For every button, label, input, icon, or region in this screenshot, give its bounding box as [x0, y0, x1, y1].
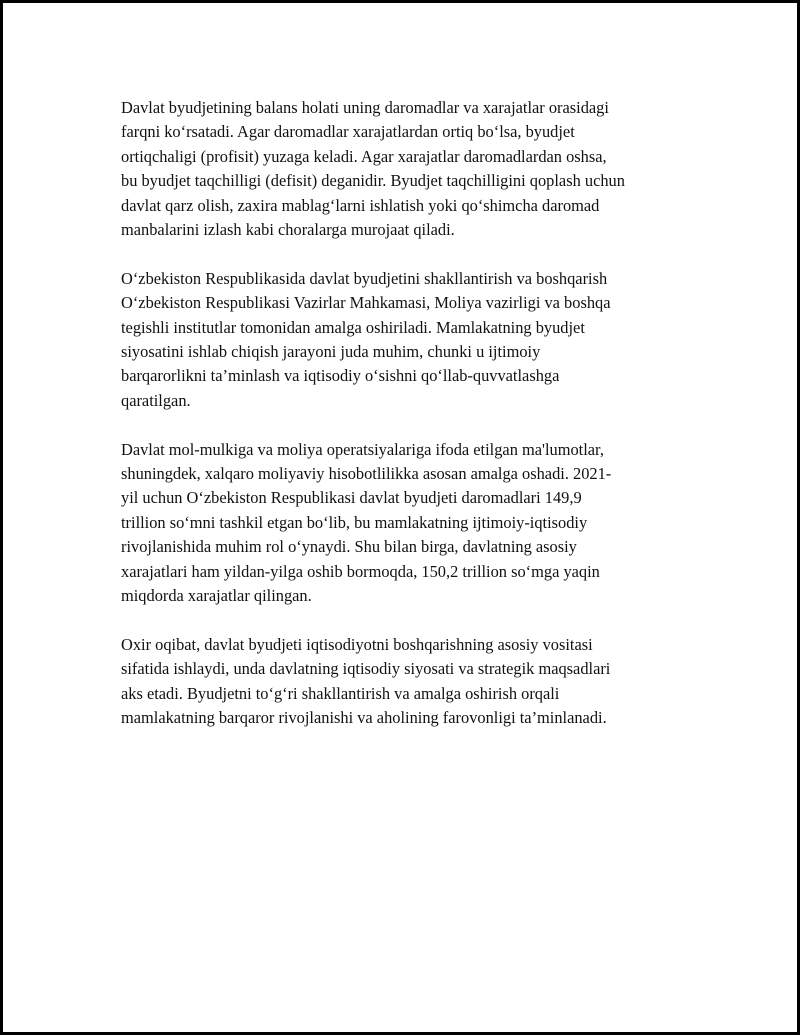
- document-body: [121, 96, 681, 755]
- paragraph-line: xarajatlari ham yildan-yilga oshib bormoqda, 150,2 trillion so‘mga yaqin: [121, 561, 600, 581]
- paragraph-budget-balance: [121, 96, 681, 242]
- paragraph-line: Oxir oqibat, davlat byudjeti iqtisodiyotni boshqarishning asosiy vositasi: [121, 634, 593, 654]
- paragraph-line: sifatida ishlaydi, unda davlatning iqtisodiy siyosati va strategik maqsadlari: [121, 659, 611, 679]
- paragraph-budget-figures: [121, 438, 681, 609]
- paragraph-budget-management: [121, 267, 681, 413]
- paragraph-line: barqarorlikni ta’minlash va iqtisodiy o‘sishni qo‘llab-quvvatlashga: [121, 366, 560, 386]
- paragraph-line: mamlakatning barqaror rivojlanishi va aholining farovonligi ta’minlanadi.: [121, 708, 607, 728]
- paragraph-conclusion: [121, 633, 681, 731]
- paragraph-line: miqdorda xarajatlar qilingan.: [121, 586, 312, 606]
- paragraph-line: rivojlanishida muhim rol o‘ynaydi. Shu bilan birga, davlatning asosiy: [121, 537, 577, 557]
- paragraph-line: aks etadi. Byudjetni to‘g‘ri shakllantirish va amalga oshirish orqali: [121, 683, 560, 703]
- paragraph-line: siyosatini ishlab chiqish jarayoni juda muhim, chunki u ijtimoiy: [121, 342, 541, 362]
- paragraph-line: manbalarini izlash kabi choralarga murojaat qiladi.: [121, 220, 455, 240]
- paragraph-line: tegishli institutlar tomonidan amalga oshiriladi. Mamlakatning byudjet: [121, 317, 585, 337]
- paragraph-line: Davlat byudjetining balans holati uning daromadlar va xarajatlar orasidagi: [121, 98, 609, 117]
- paragraph-line: farqni ko‘rsatadi. Agar daromadlar xarajatlardan ortiq bo‘lsa, byudjet: [121, 122, 575, 142]
- paragraph-line: Davlat mol-mulkiga va moliya operatsiyalariga ifoda etilgan ma'lumotlar,: [121, 439, 604, 459]
- paragraph-line: qaratilgan.: [121, 390, 191, 410]
- paragraph-line: trillion so‘mni tashkil etgan bo‘lib, bu mamlakatning ijtimoiy-iqtisodiy: [121, 512, 588, 532]
- paragraph-line: yil uchun O‘zbekiston Respublikasi davlat byudjeti daromadlari 149,9: [121, 488, 582, 508]
- paragraph-line: shuningdek, xalqaro moliyaviy hisobotlilikka asosan amalga oshadi. 2021-: [121, 464, 612, 484]
- paragraph-line: bu byudjet taqchilligi (defisit) deganidir. Byudjet taqchilligini qoplash uchun: [121, 171, 625, 191]
- paragraph-line: ortiqchaligi (profisit) yuzaga keladi. Agar xarajatlar daromadlardan oshsa,: [121, 146, 607, 166]
- paragraph-line: O‘zbekiston Respublikasida davlat byudjetini shakllantirish va boshqarish: [121, 268, 608, 288]
- paragraph-line: O‘zbekiston Respublikasi Vazirlar Mahkamasi, Moliya vazirligi va boshqa: [121, 293, 611, 313]
- paragraph-line: davlat qarz olish, zaxira mablag‘larni ishlatish yoki qo‘shimcha daromad: [121, 195, 600, 215]
